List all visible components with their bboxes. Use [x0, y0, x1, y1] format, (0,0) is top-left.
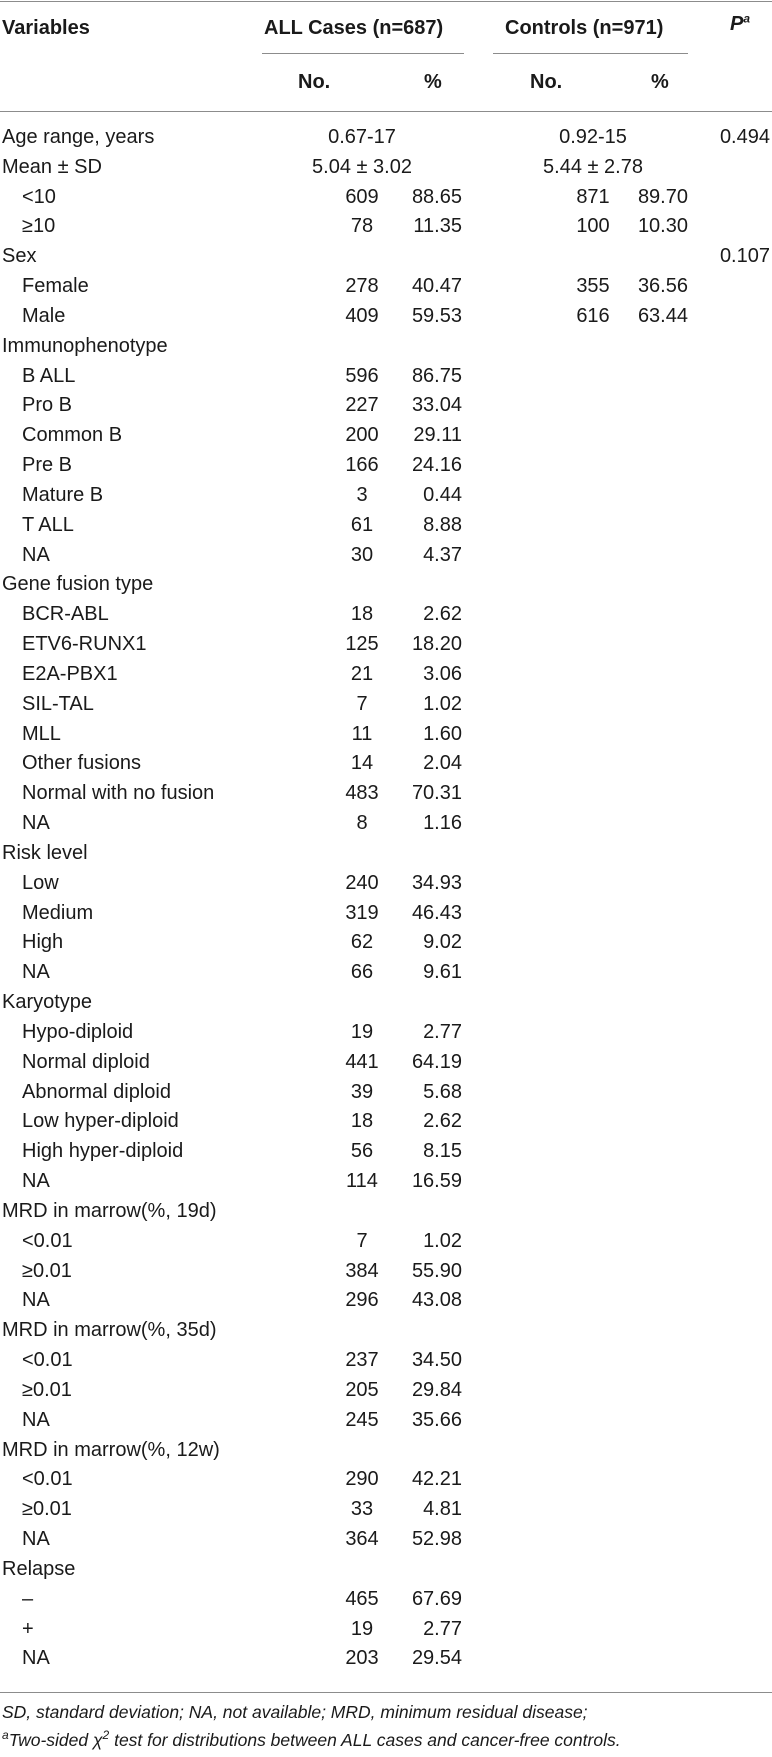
row-label: ≥0.01 — [22, 1378, 72, 1401]
cases-pct-cell: 16.59 — [411, 1170, 462, 1193]
row-label: Normal with no fusion — [22, 782, 215, 805]
cases-pct-cell: 42.21 — [411, 1468, 462, 1491]
table-row — [0, 629, 772, 659]
cases-pct-cell: 59.53 — [411, 304, 462, 327]
header-controls-pct: % — [651, 71, 669, 93]
cases-no-cell: 18 — [350, 603, 374, 626]
row-label: Mean ± SD — [2, 155, 102, 178]
row-label: Low hyper-diploid — [22, 1110, 179, 1133]
cases-pct-cell: 33.04 — [411, 394, 462, 417]
table-row — [0, 599, 772, 629]
table-row — [0, 838, 772, 868]
cases-no-cell: 62 — [350, 931, 374, 954]
header-controls: Controls (n=971) — [505, 17, 664, 39]
cases-pct-cell: 46.43 — [411, 901, 462, 924]
cases-no-cell: 21 — [350, 662, 374, 685]
cases-no-cell: 125 — [345, 633, 379, 656]
table-row — [0, 1435, 772, 1465]
controls-pct-cell: 36.56 — [637, 275, 688, 298]
cases-pct-cell: 29.11 — [413, 424, 462, 447]
controls-no-cell: 100 — [576, 215, 610, 238]
table-row — [0, 450, 772, 480]
row-label: ≥10 — [22, 215, 56, 238]
controls-no-cell: 0.92-15 — [559, 126, 627, 148]
row-label: Normal diploid — [22, 1050, 150, 1073]
header-p-letter: P — [730, 13, 744, 35]
row-label: NA — [22, 961, 50, 984]
table-row — [0, 152, 772, 182]
cases-pct-cell: 29.54 — [411, 1647, 462, 1670]
cases-pct-cell: 18.20 — [411, 633, 462, 656]
cases-no-cell: 203 — [345, 1647, 379, 1670]
controls-no-cell: 871 — [576, 185, 610, 208]
table-row — [0, 420, 772, 450]
footnote-text-pre: Two-sided χ — [8, 1730, 103, 1750]
controls-no-cell: 616 — [576, 304, 610, 327]
cases-no-cell: 14 — [350, 752, 374, 775]
footnote-chi-square — [2, 1729, 621, 1751]
header-p — [730, 12, 750, 36]
table-row — [0, 241, 772, 271]
footnote-exponent: 2 — [102, 1728, 110, 1743]
cases-pct-cell: 4.81 — [423, 1498, 462, 1521]
row-label: Gene fusion type — [2, 573, 154, 596]
table-row — [0, 331, 772, 361]
row-label: High — [22, 931, 64, 954]
cases-no-cell: 319 — [345, 901, 379, 924]
row-label: Common B — [22, 424, 123, 447]
cases-pct-cell: 55.90 — [411, 1259, 462, 1282]
row-label: Immunophenotype — [2, 334, 168, 357]
cases-no-cell: 61 — [350, 513, 374, 536]
cases-pct-cell: 34.50 — [411, 1349, 462, 1372]
cases-no-cell: 609 — [345, 185, 379, 208]
row-label: Age range, years — [2, 126, 155, 148]
row-label: <10 — [22, 185, 56, 208]
table-row — [0, 390, 772, 420]
row-label: T ALL — [22, 513, 74, 536]
table-row — [0, 689, 772, 719]
table-row — [0, 1017, 772, 1047]
cases-no-cell: 66 — [350, 961, 374, 984]
cases-pct-cell: 29.84 — [411, 1378, 462, 1401]
cases-no-cell: 200 — [345, 424, 379, 447]
cases-no-cell: 19 — [350, 1617, 374, 1640]
bottom-rule — [0, 1692, 772, 1693]
cases-no-cell: 0.67-17 — [328, 126, 396, 148]
cases-pct-cell: 9.02 — [423, 931, 462, 954]
controls-pct-cell: 10.30 — [637, 215, 688, 238]
table-row — [0, 1345, 772, 1375]
cases-no-cell: 166 — [345, 454, 379, 477]
table-row — [0, 1584, 772, 1614]
table-row — [0, 659, 772, 689]
row-label: Medium — [22, 901, 94, 924]
controls-group-line — [493, 53, 688, 54]
table-row — [0, 182, 772, 212]
row-label: NA — [22, 1528, 50, 1550]
cases-no-cell: 18 — [350, 1110, 374, 1133]
table-row — [0, 540, 772, 570]
row-label: Mature B — [22, 483, 104, 506]
cases-pct-cell: 2.77 — [423, 1020, 462, 1043]
row-label: Relapse — [2, 1557, 76, 1580]
p-value-cell: 0.494 — [719, 126, 770, 148]
cases-no-cell: 205 — [345, 1378, 379, 1401]
cases-pct-cell: 0.44 — [423, 483, 462, 506]
cases-no-cell: 245 — [345, 1408, 379, 1431]
cases-no-cell: 296 — [345, 1289, 379, 1312]
table-row — [0, 480, 772, 510]
cases-no-cell: 409 — [345, 304, 379, 327]
row-label: NA — [22, 1289, 50, 1312]
row-label: Male — [22, 304, 66, 327]
table-row — [0, 957, 772, 987]
cases-pct-cell: 64.19 — [411, 1050, 462, 1073]
cases-no-cell: 56 — [350, 1140, 374, 1163]
cases-no-cell: 596 — [345, 364, 379, 387]
cases-pct-cell: 67.69 — [411, 1587, 462, 1610]
cases-pct-cell: 86.75 — [411, 364, 462, 387]
cases-pct-cell: 2.77 — [423, 1617, 462, 1640]
row-label: Karyotype — [2, 991, 93, 1014]
controls-pct-cell: 63.44 — [637, 304, 688, 327]
cases-no-cell: 39 — [350, 1080, 374, 1103]
header-all-cases: ALL Cases (n=687) — [264, 17, 444, 39]
cases-pct-cell: 52.98 — [411, 1528, 462, 1550]
table-row — [0, 808, 772, 838]
row-label: Risk level — [2, 841, 88, 864]
cases-no-cell: 78 — [350, 215, 374, 238]
cases-no-cell: 114 — [346, 1170, 378, 1193]
cases-no-cell: 278 — [345, 275, 379, 298]
cases-pct-cell: 43.08 — [411, 1289, 462, 1312]
cases-no-cell: 5.04 ± 3.02 — [312, 155, 412, 178]
cases-no-cell: 227 — [345, 394, 379, 417]
row-label: <0.01 — [22, 1468, 73, 1491]
cases-pct-cell: 1.02 — [423, 692, 462, 715]
table-row — [0, 1375, 772, 1405]
table-row — [0, 927, 772, 957]
row-label: NA — [22, 1408, 50, 1431]
row-label: Female — [22, 275, 89, 298]
row-label: Other fusions — [22, 752, 141, 775]
row-label: B ALL — [22, 364, 76, 387]
table-row — [0, 569, 772, 599]
row-label: MRD in marrow(%, 19d) — [2, 1199, 217, 1222]
row-label: High hyper-diploid — [22, 1140, 184, 1163]
footnote-text-post: test for distributions between ALL cases and cancer-free controls. — [109, 1730, 621, 1750]
cases-pct-cell: 11.35 — [413, 215, 462, 238]
row-label: ≥0.01 — [22, 1498, 72, 1521]
row-label: ETV6-RUNX1 — [22, 633, 147, 656]
row-label: Hypo-diploid — [22, 1020, 134, 1043]
cases-no-cell: 237 — [345, 1349, 379, 1372]
controls-pct-cell: 89.70 — [637, 185, 688, 208]
row-label: – — [22, 1587, 34, 1610]
cases-no-cell: 8 — [356, 812, 368, 835]
row-label: + — [22, 1617, 34, 1640]
row-label: <0.01 — [22, 1229, 73, 1252]
table-row — [0, 1077, 772, 1107]
header-cases-no: No. — [298, 71, 331, 93]
table-row — [0, 1315, 772, 1345]
row-label: MLL — [22, 722, 61, 745]
row-label: E2A-PBX1 — [22, 662, 118, 685]
table-row — [0, 1196, 772, 1226]
cases-no-cell: 364 — [345, 1528, 379, 1550]
footnote-abbreviations: SD, standard deviation; NA, not available; MRD, minimum residual disease; — [2, 1702, 588, 1722]
row-label: NA — [22, 543, 50, 566]
table-row — [0, 271, 772, 301]
cases-no-cell: 290 — [345, 1468, 379, 1491]
cases-pct-cell: 24.16 — [411, 454, 462, 477]
cases-no-cell: 465 — [345, 1587, 379, 1610]
footnote-sup: a — [2, 1728, 9, 1743]
table-row — [0, 211, 772, 241]
cases-no-cell: 11 — [351, 722, 373, 745]
table-row — [0, 1226, 772, 1256]
controls-no-cell: 355 — [576, 275, 610, 298]
row-label: ≥0.01 — [22, 1259, 72, 1282]
table-row — [0, 987, 772, 1017]
row-label: NA — [22, 1170, 50, 1193]
cases-group-line — [262, 53, 464, 54]
table-row — [0, 1524, 772, 1554]
cases-pct-cell: 2.62 — [423, 603, 462, 626]
top-rule — [0, 1, 772, 2]
cases-pct-cell: 34.93 — [411, 871, 462, 894]
controls-no-cell: 5.44 ± 2.78 — [543, 155, 643, 178]
cases-no-cell: 7 — [356, 692, 368, 715]
table-row — [0, 1047, 772, 1077]
table-row — [0, 1405, 772, 1435]
table-row — [0, 1494, 772, 1524]
cases-no-cell: 384 — [345, 1259, 379, 1282]
row-label: SIL-TAL — [22, 692, 94, 715]
row-label: Low — [22, 871, 59, 894]
cases-pct-cell: 88.65 — [411, 185, 462, 208]
table-row — [0, 1554, 772, 1584]
header-p-sup: a — [743, 11, 751, 26]
table-row — [0, 1106, 772, 1136]
row-label: Sex — [2, 245, 37, 268]
table-row — [0, 122, 772, 152]
p-value-cell: 0.107 — [719, 245, 770, 268]
cases-no-cell: 19 — [350, 1020, 374, 1043]
row-label: Pro B — [22, 394, 73, 417]
row-label: NA — [22, 1647, 50, 1670]
table-row — [0, 1285, 772, 1315]
row-label: Abnormal diploid — [22, 1080, 171, 1103]
table-row — [0, 778, 772, 808]
cases-pct-cell: 5.68 — [423, 1080, 462, 1103]
cases-pct-cell: 8.15 — [423, 1140, 462, 1163]
table-row — [0, 868, 772, 898]
cases-pct-cell: 1.60 — [423, 722, 462, 745]
cases-no-cell: 33 — [350, 1498, 374, 1521]
cases-pct-cell: 1.02 — [423, 1229, 462, 1252]
table-row — [0, 719, 772, 749]
header-controls-no: No. — [530, 71, 563, 93]
cases-no-cell: 3 — [356, 483, 368, 506]
row-label: Pre B — [22, 454, 73, 477]
cases-no-cell: 441 — [345, 1050, 379, 1073]
table-row — [0, 1464, 772, 1494]
header-rule — [0, 111, 772, 112]
cases-pct-cell: 9.61 — [423, 961, 462, 984]
row-label: MRD in marrow(%, 12w) — [2, 1438, 220, 1461]
row-label: NA — [22, 812, 50, 835]
cases-no-cell: 30 — [350, 543, 374, 566]
cases-pct-cell: 35.66 — [411, 1408, 462, 1431]
header-cases-pct: % — [424, 71, 442, 93]
table-row — [0, 301, 772, 331]
table-row — [0, 898, 772, 928]
cases-no-cell: 240 — [345, 871, 379, 894]
table-row — [0, 1614, 772, 1644]
table-row — [0, 1256, 772, 1286]
cases-pct-cell: 2.04 — [423, 752, 462, 775]
cases-pct-cell: 2.62 — [423, 1110, 462, 1133]
table-row — [0, 1166, 772, 1196]
table-row — [0, 1643, 772, 1673]
cases-no-cell: 483 — [345, 782, 379, 805]
header-variables: Variables — [2, 17, 90, 39]
row-label: BCR-ABL — [22, 603, 109, 626]
cases-pct-cell: 3.06 — [423, 662, 462, 685]
table-row — [0, 748, 772, 778]
cases-pct-cell: 70.31 — [411, 782, 462, 805]
cases-pct-cell: 40.47 — [411, 275, 462, 298]
row-label: MRD in marrow(%, 35d) — [2, 1319, 217, 1342]
cases-pct-cell: 1.16 — [423, 812, 462, 835]
cases-pct-cell: 4.37 — [423, 543, 462, 566]
cases-pct-cell: 8.88 — [423, 513, 462, 536]
row-label: <0.01 — [22, 1349, 73, 1372]
table-row — [0, 1136, 772, 1166]
table-row — [0, 361, 772, 391]
cases-no-cell: 7 — [356, 1229, 368, 1252]
table-row — [0, 510, 772, 540]
